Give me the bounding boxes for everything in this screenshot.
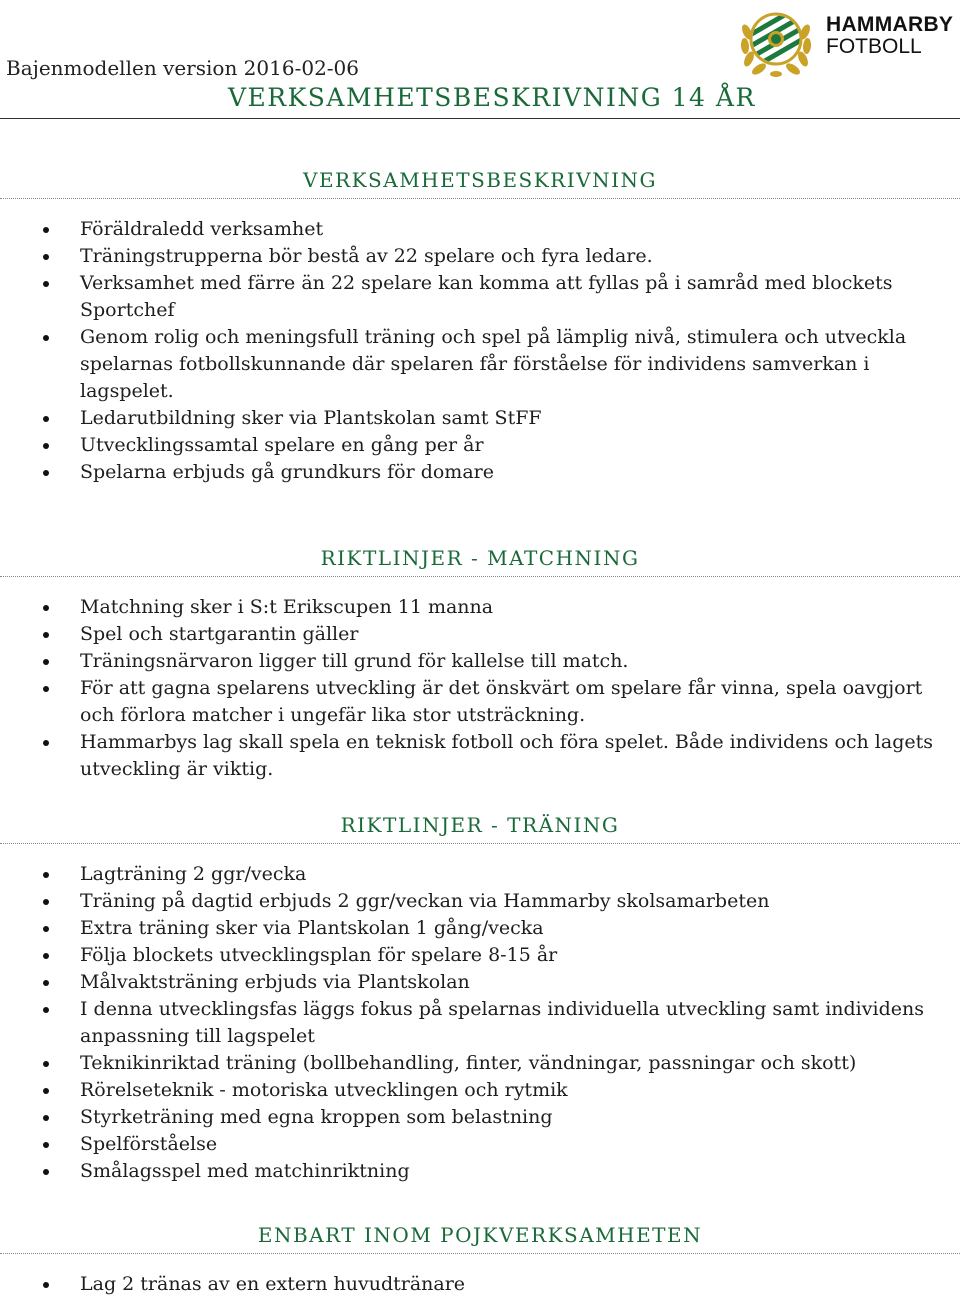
list-item bbox=[0, 405, 960, 432]
list-item bbox=[0, 594, 960, 621]
list-item bbox=[0, 459, 960, 486]
bullet-icon bbox=[43, 443, 49, 449]
list-item bbox=[0, 915, 960, 942]
section-divider bbox=[0, 843, 960, 844]
list-item-text: Genom rolig och meningsfull träning och spel på lämplig nivå, stimulera och utveckla spelarnas fotbollskunnande där spelaren får förståelse för individens samverkan i lagspelet. bbox=[80, 326, 907, 402]
list-item-text: Lagträning 2 ggr/vecka bbox=[80, 863, 307, 885]
bullet-icon bbox=[43, 1007, 49, 1013]
bullet-icon bbox=[43, 1061, 49, 1067]
list-item bbox=[0, 1271, 960, 1298]
bullet-icon bbox=[43, 335, 49, 341]
list-item-text: Hammarbys lag skall spela en teknisk fotboll och föra spelet. Både individens och lagets utveckling är viktig. bbox=[80, 731, 934, 780]
list-item bbox=[0, 888, 960, 915]
section-heading bbox=[0, 813, 960, 837]
item-list bbox=[0, 861, 960, 1185]
list-item-text: Spelförståelse bbox=[80, 1133, 218, 1155]
header-divider bbox=[0, 118, 960, 119]
list-item bbox=[0, 1158, 960, 1185]
bullet-icon bbox=[43, 1169, 49, 1175]
section-divider bbox=[0, 198, 960, 199]
list-item-text: Föräldraledd verksamhet bbox=[80, 218, 324, 240]
logo-line-2: FOTBOLL bbox=[826, 35, 922, 58]
list-item-text: Träning på dagtid erbjuds 2 ggr/veckan via Hammarby skolsamarbeten bbox=[80, 890, 770, 912]
list-item bbox=[0, 270, 960, 324]
item-list bbox=[0, 1271, 960, 1298]
section-riktlinjer-matchning bbox=[0, 546, 960, 783]
list-item-text: Träningstrupperna bör bestå av 22 spelare och fyra ledare. bbox=[80, 245, 653, 267]
bullet-icon bbox=[43, 1115, 49, 1121]
list-item-text: Ledarutbildning sker via Plantskolan samt StFF bbox=[80, 407, 542, 429]
bullet-icon bbox=[43, 980, 49, 986]
list-item-text: Följa blockets utvecklingsplan för spelare 8-15 år bbox=[80, 944, 558, 966]
list-item bbox=[0, 432, 960, 459]
list-item bbox=[0, 729, 960, 783]
list-item-text: Extra träning sker via Plantskolan 1 gång/vecka bbox=[80, 917, 544, 939]
section-divider bbox=[0, 576, 960, 577]
page-title: VERKSAMHETSBESKRIVNING 14 ÅR bbox=[228, 83, 756, 112]
section-heading-text: ENBART INOM POJKVERKSAMHETEN bbox=[257, 1223, 703, 1247]
list-item bbox=[0, 1104, 960, 1131]
list-item bbox=[0, 969, 960, 996]
bullet-icon bbox=[43, 1088, 49, 1094]
bullet-icon bbox=[43, 740, 49, 746]
list-item-text: Rörelseteknik - motoriska utvecklingen och rytmik bbox=[80, 1079, 568, 1101]
list-item-text: Målvaktsträning erbjuds via Plantskolan bbox=[80, 971, 470, 993]
section-enbart-pojkverksamheten bbox=[0, 1223, 960, 1298]
list-item bbox=[0, 675, 960, 729]
list-item bbox=[0, 324, 960, 405]
page-header bbox=[0, 0, 960, 122]
section-riktlinjer-traning bbox=[0, 813, 960, 1185]
list-item-text: Teknikinriktad träning (bollbehandling, finter, vändningar, passningar och skott) bbox=[80, 1052, 857, 1074]
list-item bbox=[0, 648, 960, 675]
bullet-icon bbox=[43, 470, 49, 476]
list-item bbox=[0, 621, 960, 648]
bullet-icon bbox=[43, 1142, 49, 1148]
list-item bbox=[0, 861, 960, 888]
list-item-text: Matchning sker i S:t Erikscupen 11 manna bbox=[80, 596, 494, 618]
bullet-icon bbox=[43, 1282, 49, 1288]
bullet-icon bbox=[43, 659, 49, 665]
list-item-text: Smålagsspel med matchinriktning bbox=[80, 1160, 410, 1182]
section-heading-text: RIKTLINJER - TRÄNING bbox=[340, 813, 620, 837]
list-item-text: Styrketräning med egna kroppen som belastning bbox=[80, 1106, 553, 1128]
bullet-icon bbox=[43, 872, 49, 878]
list-item bbox=[0, 1050, 960, 1077]
section-heading-text: VERKSAMHETSBESKRIVNING bbox=[303, 168, 657, 192]
list-item-text: För att gagna spelarens utveckling är det önskvärt om spelare får vinna, spela oavgjort och förlora matcher i ungefär lika stor utsträckning. bbox=[80, 677, 923, 726]
bullet-icon bbox=[43, 281, 49, 287]
section-heading bbox=[0, 168, 960, 192]
list-item-text: Spel och startgarantin gäller bbox=[80, 623, 359, 645]
bullet-icon bbox=[43, 416, 49, 422]
hammarby-crest-icon bbox=[737, 2, 815, 80]
list-item bbox=[0, 942, 960, 969]
bullet-icon bbox=[43, 605, 49, 611]
section-heading bbox=[0, 546, 960, 570]
club-logo-text bbox=[826, 14, 953, 58]
section-verksamhetsbeskrivning bbox=[0, 168, 960, 486]
list-item-text: Utvecklingssamtal spelare en gång per år bbox=[80, 434, 484, 456]
item-list bbox=[0, 216, 960, 486]
list-item bbox=[0, 996, 960, 1050]
list-item bbox=[0, 1077, 960, 1104]
list-item-text: Spelarna erbjuds gå grundkurs för domare bbox=[80, 461, 494, 483]
list-item bbox=[0, 216, 960, 243]
section-heading-text: RIKTLINJER - MATCHNING bbox=[320, 546, 640, 570]
bullet-icon bbox=[43, 227, 49, 233]
section-divider bbox=[0, 1253, 960, 1254]
bullet-icon bbox=[43, 632, 49, 638]
bullet-icon bbox=[43, 926, 49, 932]
list-item-text: Verksamhet med färre än 22 spelare kan komma att fyllas på i samråd med blockets Sportchef bbox=[80, 272, 893, 321]
list-item bbox=[0, 1131, 960, 1158]
bullet-icon bbox=[43, 953, 49, 959]
bullet-icon bbox=[43, 899, 49, 905]
bullet-icon bbox=[43, 686, 49, 692]
list-item bbox=[0, 243, 960, 270]
version-label: Bajenmodellen version 2016-02-06 bbox=[6, 56, 359, 80]
section-heading bbox=[0, 1223, 960, 1247]
logo-line-1: HAMMARBY bbox=[826, 13, 954, 36]
bullet-icon bbox=[43, 254, 49, 260]
list-item-text: I denna utvecklingsfas läggs fokus på spelarnas individuella utveckling samt individens anpassning till lagspelet bbox=[80, 998, 924, 1047]
item-list bbox=[0, 594, 960, 783]
list-item-text: Träningsnärvaron ligger till grund för kallelse till match. bbox=[80, 650, 629, 672]
list-item-text: Lag 2 tränas av en extern huvudtränare bbox=[80, 1273, 466, 1295]
